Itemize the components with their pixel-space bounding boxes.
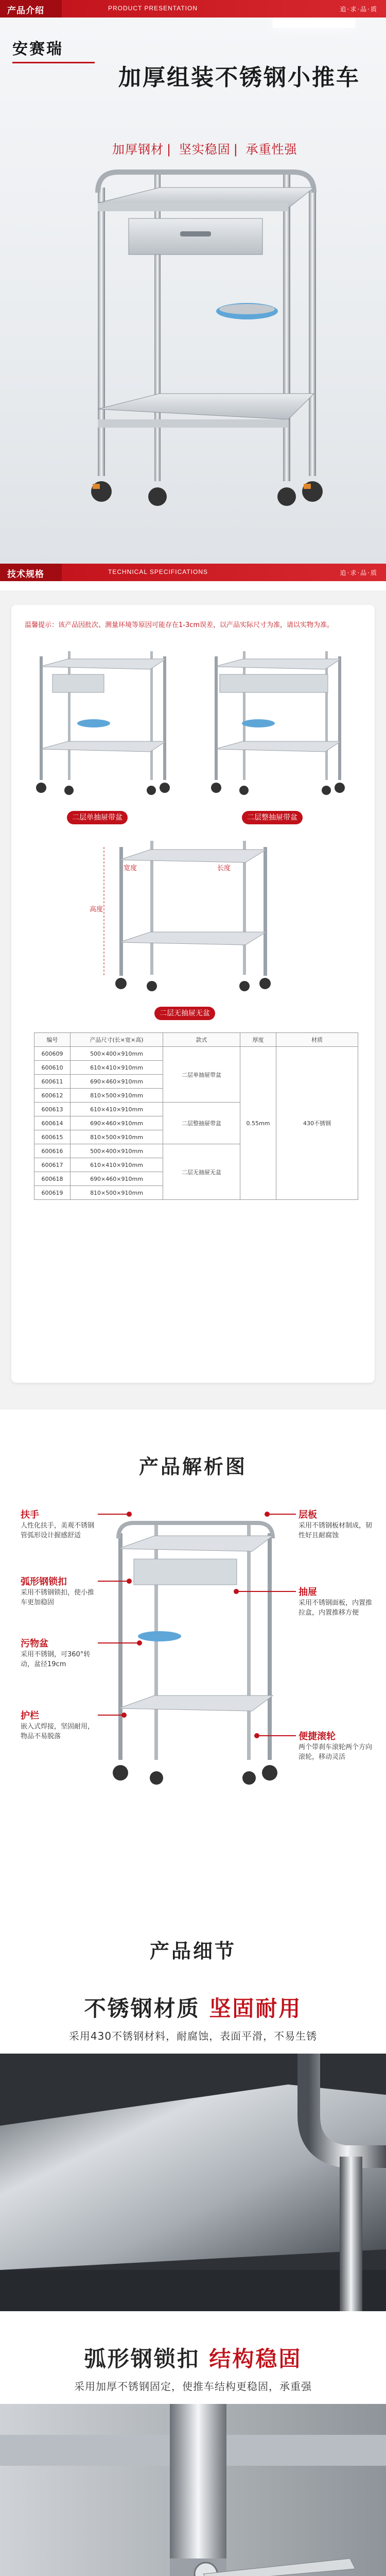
dim-length-label: 长度: [217, 865, 231, 872]
trolley-analysis-image: [103, 1513, 288, 1801]
feature1-heading: [0, 1992, 386, 2023]
feature2-heading: [0, 2342, 386, 2373]
hero-features: 加厚钢材 | 坚实稳固 | 承重性强: [112, 139, 300, 157]
hero-section: [0, 18, 386, 564]
steel-surface-photo: [0, 2054, 386, 2311]
feature2-desc: 采用加厚不锈钢固定，使推车结构更稳固，承重强: [74, 2380, 312, 2393]
cell-code: 600609: [34, 1047, 71, 1061]
table-row: [34, 1047, 358, 1061]
spec-table: [34, 1032, 358, 1200]
th-code: 编号: [34, 1033, 71, 1047]
feature1-desc: 采用430不锈钢材料，耐腐蚀，表面平滑，不易生锈: [68, 2030, 318, 2042]
callout-dot: [254, 1733, 259, 1738]
specs-warning: 温馨提示：该产品因批次、测量环境等原因可能存在1-3cm误差，以产品实际尺寸为准，请以实物为准。: [25, 621, 334, 629]
dim-width-label: 宽度: [124, 865, 137, 872]
cell-size: 810×500×910mm: [71, 1130, 163, 1144]
cell-code: 600610: [34, 1061, 71, 1075]
callout-line: [98, 1715, 124, 1716]
cell-size: 500×400×910mm: [71, 1047, 163, 1061]
intro-header-en: PRODUCT PRESENTATION: [108, 5, 198, 12]
cell-code: 600619: [34, 1186, 71, 1200]
cell-size: 500×400×910mm: [71, 1144, 163, 1158]
feature1-heading-black: 不锈钢材质: [84, 1996, 200, 2021]
th-thickness: 厚度: [240, 1033, 276, 1047]
callout-dot: [137, 1640, 142, 1646]
trolley-no-drawer-image: [89, 832, 294, 996]
detail-title: 产品细节: [149, 1940, 236, 1962]
cell-size: 810×500×910mm: [71, 1186, 163, 1200]
cell-style: 二层无抽屉无盆: [163, 1144, 240, 1200]
cell-material: 430不锈钢: [276, 1047, 358, 1200]
callout-handle-desc: 人性化扶手，美观不锈钢管弧形设计握感舒适: [21, 1522, 95, 1539]
steel-lock-photo: [0, 2404, 386, 2576]
feature2-heading-black: 弧形钢锁扣: [84, 2346, 200, 2371]
cell-style: 二层整抽屉带盆: [163, 1103, 240, 1144]
cell-code: 600611: [34, 1075, 71, 1089]
callout-line: [98, 1642, 139, 1643]
specs-header-bar: [0, 564, 386, 581]
caption-single-drawer: 二层单抽屉带盆: [67, 811, 128, 824]
cell-size: 690×460×910mm: [71, 1116, 163, 1130]
cell-code: 600615: [34, 1130, 71, 1144]
callout-shelf-desc: 采用不锈钢板材制成，韧性好且耐腐蚀: [299, 1522, 373, 1539]
dim-height-label: 高度: [90, 906, 103, 913]
callout-basin-desc: 采用不锈钢，可360°转动，盆径19cm: [21, 1651, 91, 1668]
cell-size: 610×410×910mm: [71, 1103, 163, 1116]
cell-code: 600616: [34, 1144, 71, 1158]
callout-line: [268, 1514, 296, 1515]
hero-feature: 坚实稳固: [179, 142, 231, 157]
callout-line: [237, 1591, 296, 1592]
callout-line: [257, 1735, 296, 1736]
callout-drawer-desc: 采用不锈钢面板，内置推拉盒，内置推移方便: [299, 1599, 373, 1617]
cell-code: 600613: [34, 1103, 71, 1116]
hero-feature: 承重性强: [245, 142, 297, 157]
callout-lock-desc: 采用不锈钢锁扣，使小推车更加稳固: [21, 1589, 95, 1606]
callout-drawer-title: 抽屉: [299, 1587, 317, 1598]
callout-line: [98, 1514, 129, 1515]
specs-section: [0, 590, 386, 1410]
cell-code: 600618: [34, 1172, 71, 1186]
callout-dot: [127, 1579, 132, 1584]
brand-logo: 安赛瑞: [12, 40, 63, 58]
feature2-heading-red: 结构稳固: [209, 2346, 302, 2371]
callout-dot: [234, 1589, 239, 1594]
specs-header-en: TECHNICAL SPECIFICATIONS: [108, 568, 208, 575]
th-size: 产品尺寸(长×宽×高): [71, 1033, 163, 1047]
cell-code: 600612: [34, 1089, 71, 1103]
cell-thickness: 0.55mm: [240, 1047, 276, 1200]
cell-size: 690×460×910mm: [71, 1075, 163, 1089]
caption-no-drawer: 二层无抽屉无盆: [154, 1007, 215, 1020]
cell-size: 610×410×910mm: [71, 1061, 163, 1075]
callout-dot: [121, 1713, 127, 1718]
callout-line: [98, 1581, 129, 1582]
cell-size: 810×500×910mm: [71, 1089, 163, 1103]
analysis-title: 产品解析图: [138, 1455, 247, 1478]
brand-underline: [12, 62, 95, 63]
specs-header-cn: 技术规格: [7, 569, 44, 580]
hero-title: 加厚组装不锈钢小推车: [118, 64, 360, 91]
callout-shelf-title: 层板: [299, 1510, 317, 1520]
ceiling-lamp: [273, 18, 355, 28]
trolley-single-drawer-image: [32, 646, 176, 801]
spec-table-header: [34, 1033, 358, 1047]
intro-header-bar: [0, 0, 386, 18]
callout-handle-title: 扶手: [21, 1510, 39, 1520]
callout-basin-title: 污物盆: [21, 1638, 48, 1649]
analysis-section: [0, 1410, 386, 1935]
specs-card: [11, 605, 375, 1383]
feature1-heading-red: 坚固耐用: [209, 1996, 302, 2021]
intro-header-cn: 产品介绍: [7, 6, 44, 16]
detail-section: [0, 1935, 386, 2576]
callout-dot: [265, 1512, 270, 1517]
cell-code: 600614: [34, 1116, 71, 1130]
cell-size: 610×410×910mm: [71, 1158, 163, 1172]
cell-code: 600617: [34, 1158, 71, 1172]
th-material: 材质: [276, 1033, 358, 1047]
callout-dot: [127, 1512, 132, 1517]
callout-rail-title: 护栏: [21, 1710, 39, 1721]
hero-feature: 加厚钢材: [112, 142, 164, 157]
th-style: 款式: [163, 1033, 240, 1047]
intro-header-tagline: 追·求·品·质: [340, 6, 378, 13]
trolley-full-drawer-image: [207, 646, 351, 801]
cell-style: 二层单抽屉带盆: [163, 1047, 240, 1103]
cell-size: 690×460×910mm: [71, 1172, 163, 1186]
specs-header-tagline: 追·求·品·质: [340, 569, 378, 577]
caption-full-drawer: 二层整抽屉带盆: [242, 811, 303, 824]
callout-rail-desc: 嵌入式焊接，坚固耐用，物品不易脱落: [21, 1723, 95, 1740]
callout-lock-title: 弧形钢锁扣: [21, 1577, 67, 1587]
trolley-hero-image: [77, 167, 335, 538]
callout-wheel-title: 便捷滚轮: [299, 1731, 336, 1742]
callout-wheel-desc: 两个带刹车滚轮两个方向滚轮，移动灵活: [299, 1743, 373, 1761]
